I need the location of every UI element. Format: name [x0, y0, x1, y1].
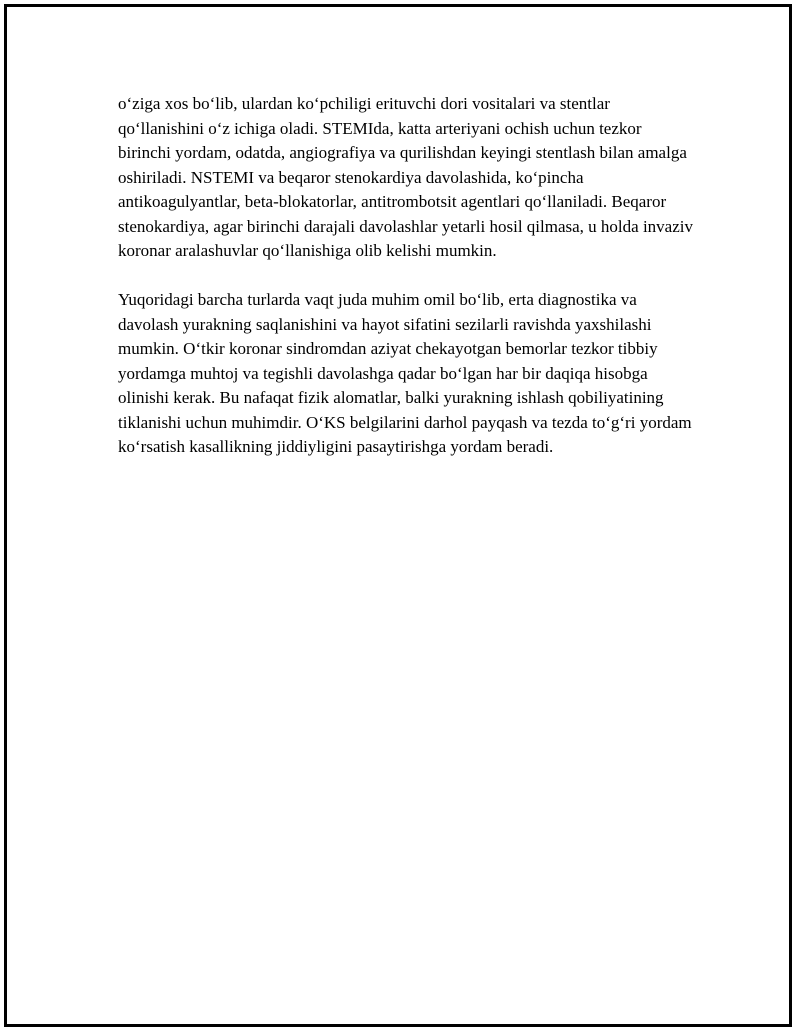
paragraph-treatment: o‘ziga xos bo‘lib, ulardan ko‘pchiligi erituvchi dori vositalari va stentlar qo‘llanishini o‘z ichiga oladi. STEMIda, katta arteriyani ochish uchun tezkor birinchi yordam, odatda, angiografiya va qurilishdan keyingi stentlash bilan amalga oshiriladi. NSTEMI va beqaror stenokardiya davolashida, ko‘pincha antikoagulyantlar, beta-blokatorlar, antitrombotsit agentlari qo‘llaniladi. Beqaror stenokardiya, agar birinchi darajali davolashlar yetarli hosil qilmasa, u holda invaziv koronar aralashuvlar qo‘llanishiga olib kelishi mumkin.: [118, 94, 693, 260]
document-body: [118, 92, 698, 484]
paragraph-timing: Yuqoridagi barcha turlarda vaqt juda muhim omil bo‘lib, erta diagnostika va davolash yurakning saqlanishini va hayot sifatini sezilarli ravishda yaxshilashi mumkin. O‘tkir koronar sindromdan aziyat chekayotgan bemorlar tezkor tibbiy yordamga muhtoj va tegishli davolashga qadar bo‘lgan har bir daqiqa hisobga olinishi kerak. Bu nafaqat fizik alomatlar, balki yurakning ishlash qobiliyatining tiklanishi uchun muhimdir. O‘KS belgilarini darhol payqash va tezda to‘g‘ri yordam ko‘rsatish kasallikning jiddiyligini pasaytirishga yordam beradi.: [118, 290, 692, 456]
